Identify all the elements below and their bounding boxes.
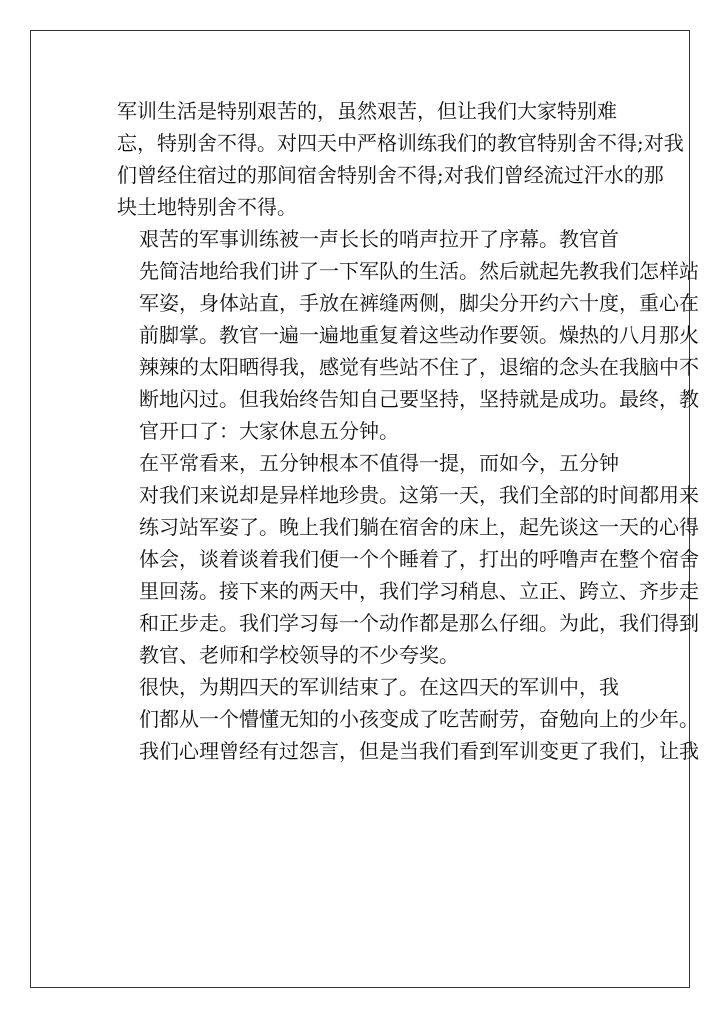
text-line: 军训生活是特别艰苦的，虽然艰苦，但让我们大家特别难 — [117, 99, 617, 123]
text-line: 块土地特别舍不得。 — [117, 195, 297, 219]
paragraph-2 — [87, 223, 699, 447]
text-line: 我们心理曾经有过怨言，但是当我们看到军训变更了我们，让我 — [139, 739, 699, 763]
text-line: 官开口了：大家休息五分钟。 — [139, 419, 399, 443]
paragraph-3 — [87, 447, 699, 671]
page-frame — [30, 30, 699, 988]
text-line: 里回荡。接下来的两天中，我们学习稍息、立正、跨立、齐步走 — [139, 579, 699, 603]
text-line: 很快，为期四天的军训结束了。在这四天的军训中，我 — [139, 675, 619, 699]
document-body — [87, 95, 699, 767]
text-line: 对我们来说却是异样地珍贵。这第一天，我们全部的时间都用来 — [139, 483, 699, 507]
paragraph-1 — [87, 95, 684, 223]
text-line: 教官、老师和学校领导的不少夸奖。 — [139, 643, 459, 667]
text-line: 忘，特别舍不得。对四天中严格训练我们的教官特别舍不得;对我 — [117, 131, 684, 155]
text-line: 辣辣的太阳晒得我，感觉有些站不住了，退缩的念头在我脑中不 — [139, 355, 699, 379]
text-line: 断地闪过。但我始终告知自己要坚持，坚持就是成功。最终，教 — [139, 387, 699, 411]
text-line: 军姿，身体站直，手放在裤缝两侧，脚尖分开约六十度，重心在 — [139, 291, 699, 315]
text-line: 和正步走。我们学习每一个动作都是那么仔细。为此，我们得到 — [139, 611, 699, 635]
text-line: 们曾经住宿过的那间宿舍特别舍不得;对我们曾经流过汗水的那 — [117, 163, 664, 187]
text-line: 们都从一个懵懂无知的小孩变成了吃苦耐劳，奋勉向上的少年。 — [139, 707, 699, 731]
text-line: 前脚掌。教官一遍一遍地重复着这些动作要领。燥热的八月那火 — [139, 323, 699, 347]
text-line: 先简洁地给我们讲了一下军队的生活。然后就起先教我们怎样站 — [139, 259, 699, 283]
text-line: 艰苦的军事训练被一声长长的哨声拉开了序幕。教官首 — [139, 227, 619, 251]
text-line: 在平常看来，五分钟根本不值得一提，而如今，五分钟 — [139, 451, 619, 475]
paragraph-4 — [87, 671, 699, 767]
text-line: 体会，谈着谈着我们便一个个睡着了，打出的呼噜声在整个宿舍 — [139, 547, 699, 571]
text-line: 练习站军姿了。晚上我们躺在宿舍的床上，起先谈这一天的心得 — [139, 515, 699, 539]
